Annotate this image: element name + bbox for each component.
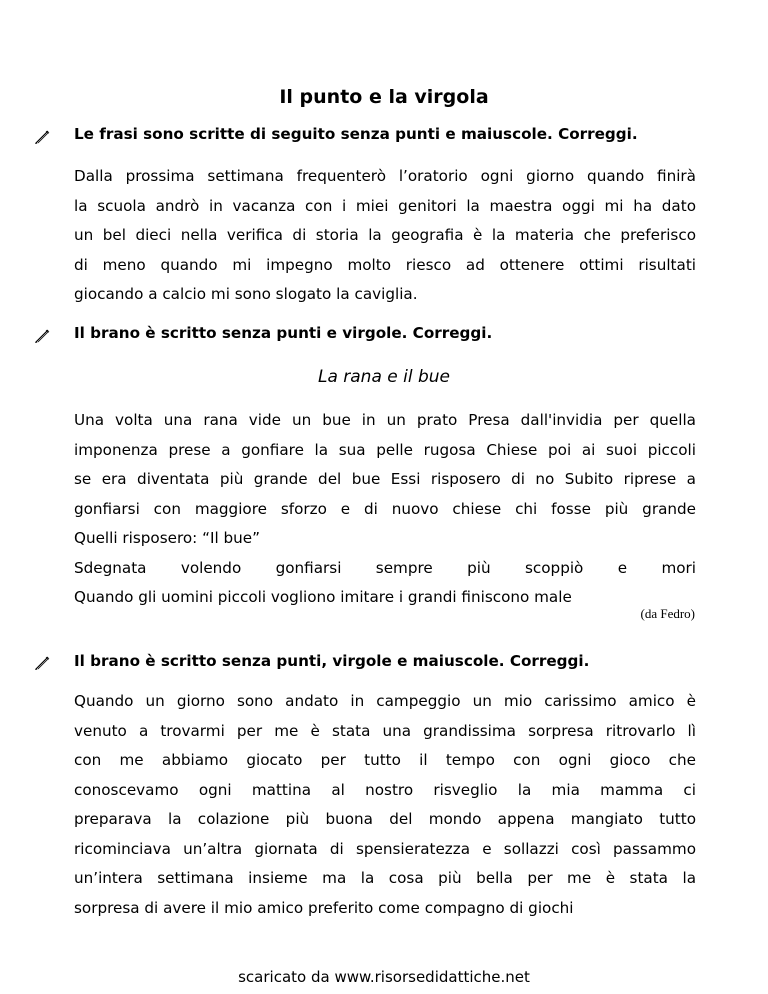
text-line: preparava la colazione più buona del mondo appena mangiato tutto — [74, 810, 696, 828]
exercise-3-text — [74, 687, 696, 923]
text-line: Quando gli uomini piccoli vogliono imitare i grandi finiscono male — [74, 588, 572, 606]
footer-source-link[interactable]: scaricato da www.risorsedidattiche.net — [238, 968, 530, 986]
text-line: conoscevamo ogni mattina al nostro risveglio la mia mamma ci — [74, 780, 696, 799]
text-line: venuto a trovarmi per me è stata una grandissima sorpresa ritrovarlo lì — [74, 721, 696, 740]
exercise-2-instruction: Il brano è scritto senza punti e virgole. Correggi. — [74, 324, 493, 342]
text-line: giocando a calcio mi sono slogato la caviglia. — [74, 285, 418, 303]
text-line: Dalla prossima settimana frequenterò l’oratorio ogni giorno quando finirà — [74, 167, 696, 185]
pencil-icon — [33, 128, 51, 146]
text-line: di meno quando mi impegno molto riesco ad ottenere ottimi risultati — [74, 255, 696, 274]
text-line: gonfiarsi con maggiore sforzo e di nuovo chiese chi fosse più grande — [74, 499, 696, 518]
exercise-1-instruction: Le frasi sono scritte di seguito senza punti e maiuscole. Correggi. — [74, 125, 638, 143]
pencil-icon — [33, 654, 51, 672]
page-title: Il punto e la virgola — [279, 86, 489, 108]
text-line: con me abbiamo giocato per tutto il tempo con ogni gioco che — [74, 751, 696, 769]
text-line: un’intera settimana insieme ma la cosa più bella per me è stata la — [74, 869, 696, 887]
text-line: ricominciava un’altra giornata di spensieratezza e sollazzi così passammo — [74, 839, 696, 858]
text-line: Una volta una rana vide un bue in un prato Presa dall'invidia per quella — [74, 411, 696, 429]
text-line: la scuola andrò in vacanza con i miei genitori la maestra oggi mi ha dato — [74, 196, 696, 215]
exercise-3-instruction: Il brano è scritto senza punti, virgole e maiuscole. Correggi. — [74, 652, 590, 670]
text-line: se era diventata più grande del bue Essi risposero di no Subito riprese a — [74, 470, 696, 488]
pencil-icon — [33, 327, 51, 345]
exercise-2-text — [74, 406, 696, 613]
text-line: Quelli risposero: “Il bue” — [74, 529, 260, 547]
text-line: Quando un giorno sono andato in campeggio un mio carissimo amico è — [74, 692, 696, 710]
text-line: sorpresa di avere il mio amico preferito come compagno di giochi — [74, 898, 574, 917]
story-title: La rana e il bue — [317, 367, 451, 387]
text-line: imponenza prese a gonfiare la sua pelle rugosa Chiese poi ai suoi piccoli — [74, 440, 696, 459]
exercise-1-text — [74, 162, 696, 310]
text-line: Sdegnata volendo gonfiarsi sempre più scoppiò e mori — [74, 558, 696, 577]
source-credit: (da Fedro) — [640, 606, 695, 621]
text-line: un bel dieci nella verifica di storia la geografia è la materia che preferisco — [74, 226, 696, 244]
